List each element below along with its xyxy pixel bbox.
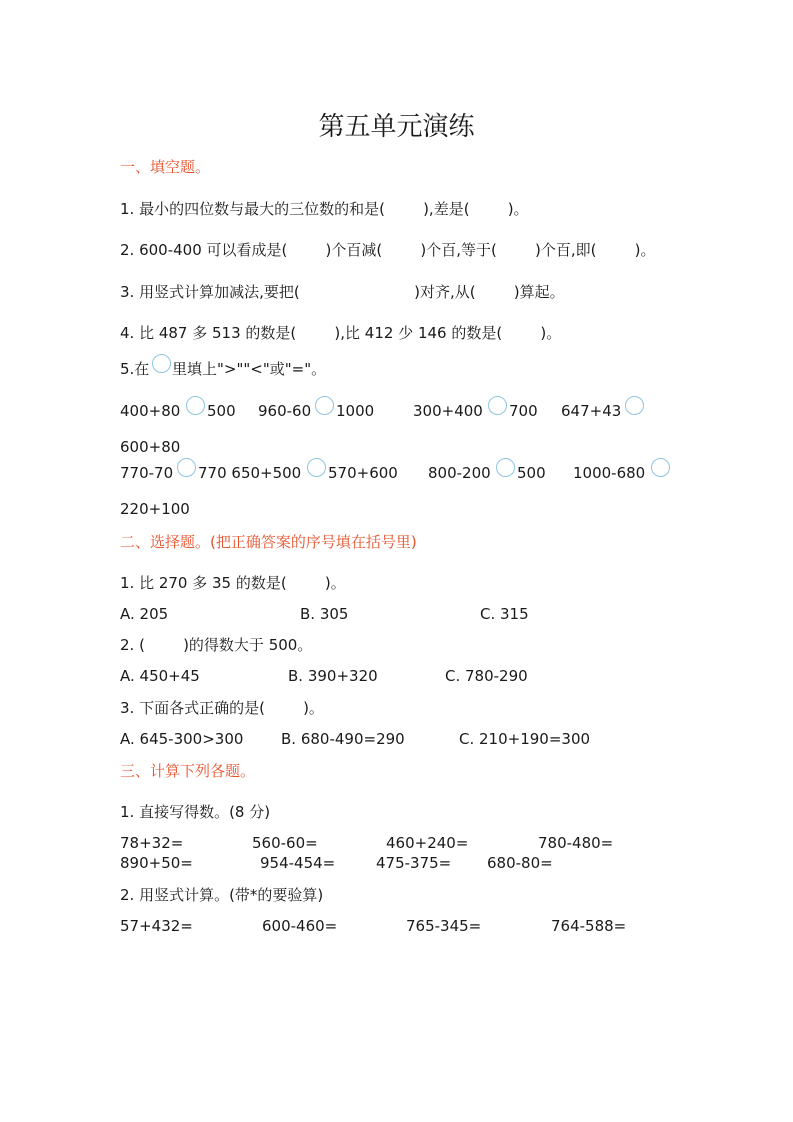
compare-expr: 1000	[336, 402, 375, 420]
option-a: A. 450+45	[120, 667, 200, 685]
section-heading-choice: 二、选择题。(把正确答案的序号填在括号里)	[120, 533, 417, 551]
page-title: 第五单元演练	[318, 112, 475, 142]
option-c: C. 315	[480, 605, 529, 623]
option-b: B. 305	[300, 605, 349, 623]
compare-circle[interactable]	[625, 396, 644, 415]
option-b: B. 390+320	[288, 667, 378, 685]
question-2: 2. 600-400 可以看成是( )个百减( )个百,等于( )个百,即( )。	[120, 241, 656, 259]
question-3: 3. 用竖式计算加减法,要把( )对齐,从( )算起。	[120, 283, 565, 301]
calc-item: 57+432=	[120, 917, 193, 935]
compare-expr: 400+80	[120, 402, 181, 420]
compare-circle[interactable]	[651, 458, 670, 477]
calc-subheading-2: 2. 用竖式计算。(带*的要验算)	[120, 886, 324, 904]
compare-circle[interactable]	[488, 396, 507, 415]
calc-item: 954-454=	[260, 854, 336, 872]
choice-question-1: 1. 比 270 多 35 的数是( )。	[120, 574, 346, 592]
calc-item: 890+50=	[120, 854, 193, 872]
calc-item: 78+32=	[120, 834, 184, 852]
compare-circle[interactable]	[315, 396, 334, 415]
compare-expr: 570+600	[328, 464, 398, 482]
option-a: A. 645-300>300	[120, 730, 244, 748]
question-4: 4. 比 487 多 513 的数是( ),比 412 少 146 的数是( )。	[120, 324, 562, 342]
question-5-text: 里填上">""<"或"="。	[172, 360, 327, 378]
compare-expr: 300+400	[413, 402, 483, 420]
choice-question-2: 2. ( )的得数大于 500。	[120, 636, 313, 654]
option-b: B. 680-490=290	[281, 730, 405, 748]
question-1: 1. 最小的四位数与最大的三位数的和是( ),差是( )。	[120, 200, 529, 218]
calc-item: 600-460=	[262, 917, 338, 935]
compare-expr: 220+100	[120, 500, 190, 518]
compare-circle[interactable]	[307, 458, 326, 477]
compare-expr: 770-70	[120, 464, 174, 482]
compare-expr: 1000-680	[573, 464, 646, 482]
question-5-prefix: 5.在	[120, 360, 150, 378]
calc-item: 680-80=	[487, 854, 553, 872]
calc-subheading-1: 1. 直接写得数。(8 分)	[120, 803, 271, 821]
calc-item: 765-345=	[406, 917, 482, 935]
calc-item: 560-60=	[252, 834, 318, 852]
calc-item: 780-480=	[538, 834, 614, 852]
option-c: C. 780-290	[445, 667, 528, 685]
compare-circle[interactable]	[186, 396, 205, 415]
calc-item: 764-588=	[551, 917, 627, 935]
option-a: A. 205	[120, 605, 169, 623]
choice-question-3: 3. 下面各式正确的是( )。	[120, 699, 324, 717]
compare-expr: 500	[517, 464, 546, 482]
answer-circle	[152, 354, 171, 373]
compare-circle[interactable]	[177, 458, 196, 477]
option-c: C. 210+190=300	[459, 730, 591, 748]
compare-expr: 770 650+500	[198, 464, 302, 482]
compare-expr: 800-200	[428, 464, 491, 482]
calc-item: 475-375=	[376, 854, 452, 872]
compare-circle[interactable]	[496, 458, 515, 477]
section-heading-fill-blank: 一、填空题。	[120, 158, 211, 176]
compare-expr: 600+80	[120, 438, 181, 456]
compare-expr: 960-60	[258, 402, 312, 420]
calc-item: 460+240=	[386, 834, 469, 852]
compare-expr: 700	[509, 402, 538, 420]
section-heading-calc: 三、计算下列各题。	[120, 762, 256, 780]
compare-expr: 647+43	[561, 402, 622, 420]
compare-expr: 500	[207, 402, 236, 420]
